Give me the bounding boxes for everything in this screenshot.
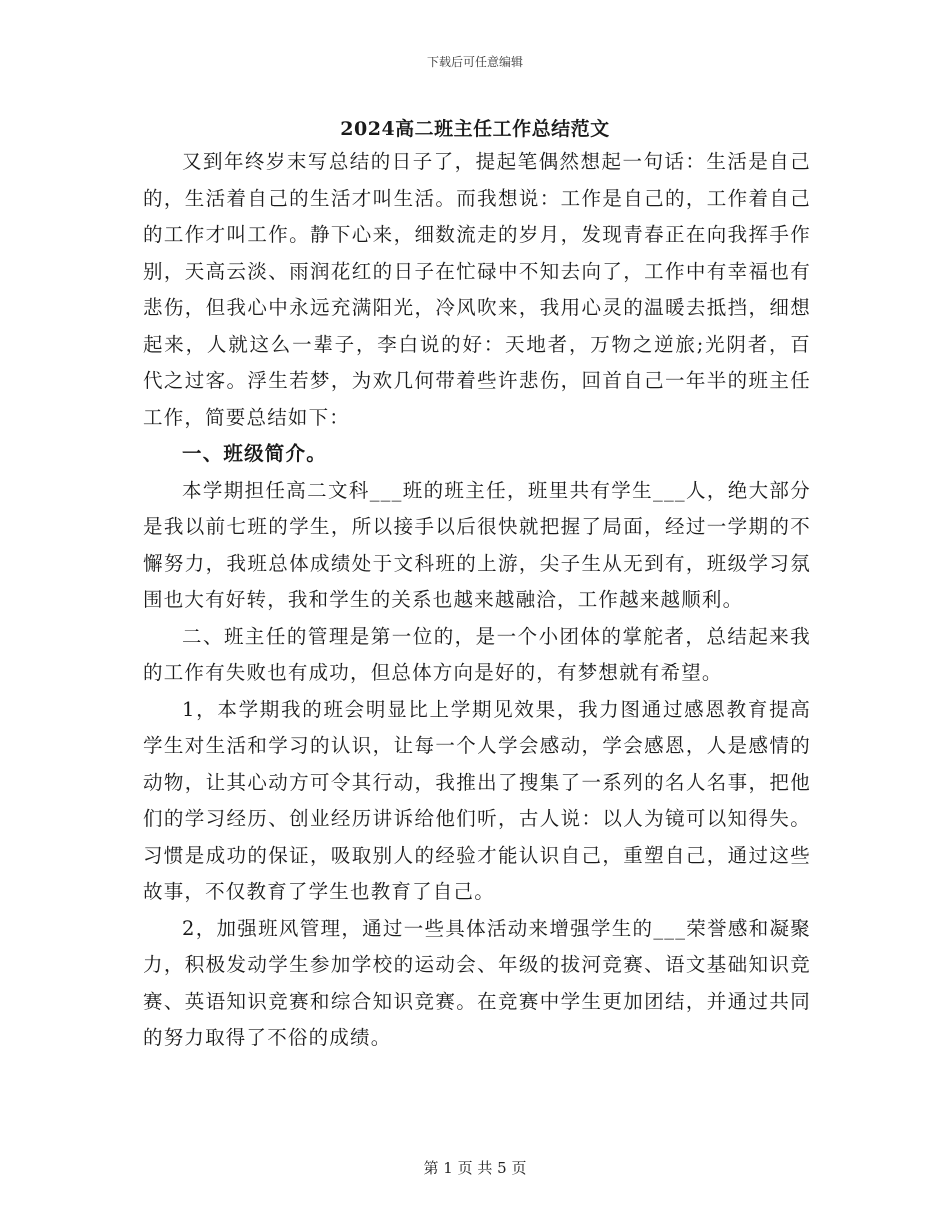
- document-body: [143, 144, 811, 1057]
- paragraph-item-1: 1，本学期我的班会明显比上学期见效果，我力图通过感恩教育提高学生对生活和学习的认识，让每一个人学会感动，学会感恩，人是感情的动物，让其心动方可令其行动，我推出了搜集了一系列的名人名事，把他们的学习经历、创业经历讲诉给他们听，古人说：以人为镜可以知得失。习惯是成功的保证，吸取别人的经验才能认识自己，重塑自己，通过这些故事，不仅教育了学生也教育了自己。: [143, 697, 811, 903]
- document-title: 2024高二班主任工作总结范文: [340, 118, 610, 140]
- header-note: 下载后可任意编辑: [426, 55, 523, 69]
- page-footer: 第 1 页 共 5 页: [423, 1159, 527, 1177]
- paragraph-management: 二、班主任的管理是第一位的，是一个小团体的掌舵者，总结起来我的工作有失败也有成功，但总体方向是好的，有梦想就有希望。: [143, 624, 811, 684]
- section-heading-class-intro: 一、班级简介。: [182, 442, 327, 465]
- paragraph-class-intro: 本学期担任高二文科___班的班主任，班里共有学生___人，绝大部分是我以前七班的学生，所以接手以后很快就把握了局面，经过一学期的不懈努力，我班总体成绩处于文科班的上游，尖子生从无到有，班级学习氛围也大有好转，我和学生的关系也越来越融洽，工作越来越顺利。: [143, 478, 811, 611]
- paragraph-item-2: 2，加强班风管理，通过一些具体活动来增强学生的___荣誉感和凝聚力，积极发动学生参加学校的运动会、年级的拔河竞赛、语文基础知识竞赛、英语知识竞赛和综合知识竞赛。在竞赛中学生更加团结，并通过共同的努力取得了不俗的成绩。: [143, 916, 811, 1049]
- paragraph-intro: 又到年终岁末写总结的日子了，提起笔偶然想起一句话：生活是自己的，生活着自己的生活才叫生活。而我想说：工作是自己的，工作着自己的工作才叫工作。静下心来，细数流走的岁月，发现青春正在向我挥手作别，天高云淡、雨润花红的日子在忙碌中不知去向了，工作中有幸福也有悲伤，但我心中永远充满阳光，冷风吹来，我用心灵的温暖去抵挡，细想起来，人就这么一辈子，李白说的好：天地者，万物之逆旅;光阴者，百代之过客。浮生若梦，为欢几何带着些许悲伤，回首自己一年半的班主任工作，简要总结如下：: [143, 150, 811, 429]
